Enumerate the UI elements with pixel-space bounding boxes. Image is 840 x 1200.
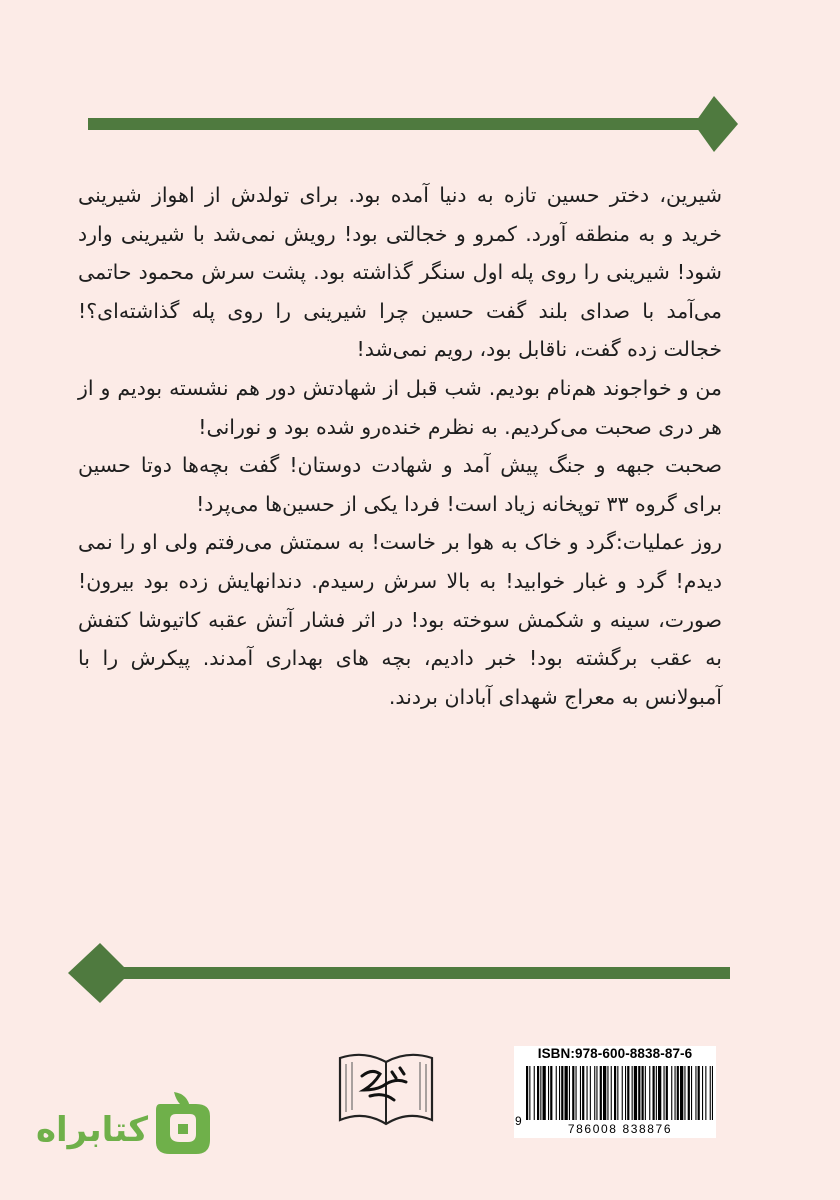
barcode-bar [653,1066,655,1120]
open-book-icon [334,1050,438,1130]
paragraph-2: من و خواجوند هم‌نام بودیم. شب قبل از شهادتش دور هم نشسته بودیم و از هر دری صحبت می‌کردیم. به نظرم خنده‌رو شده بود و نورانی! [78,375,722,439]
barcode-bar [671,1066,672,1120]
barcode-bar [565,1066,568,1120]
barcode-bar [607,1066,608,1120]
barcode-bar [537,1066,539,1120]
barcode-bar [627,1066,629,1120]
barcode-bar [561,1066,563,1120]
barcode-bar [625,1066,626,1120]
barcode-bar [645,1066,646,1120]
barcode-bar [543,1066,546,1120]
barcode-bar [580,1066,581,1120]
barcode-bar [702,1066,703,1120]
isbn-barcode [514,1046,716,1138]
barcode-bar [596,1066,597,1120]
barcode-bar [569,1066,570,1120]
barcode-bar [617,1066,618,1120]
barcode-bar [603,1066,606,1120]
barcode-bar [688,1066,690,1120]
barcode-bar [684,1066,685,1120]
barcode-bar [590,1066,591,1120]
top-divider [88,94,740,154]
barcode-bar [698,1066,700,1120]
barcode-bar [675,1066,676,1120]
barcode-bar [649,1066,650,1120]
barcode-bar [695,1066,696,1120]
barcode-bar [638,1066,640,1120]
barcode-bar [534,1066,535,1120]
barcode-bar [691,1066,692,1120]
barcode-bar [642,1066,644,1120]
story-text [78,176,722,716]
barcode-bars [524,1066,714,1120]
barcode-bar [677,1066,679,1120]
paragraph-4: روز عملیات:گرد و خاک به هوا بر خاست! به سمتش می‌رفتم ولی او را نمی دیدم! گرد و غبار خوابید! به بالا سرش رسیدم. دندانهایش زده بود بیرون! صورت، سینه و شکمش سوخته بود! در اثر فشار آتش عقبه کاتیوشا کتفش به عقب برگشته بود! خبر دادیم، بچه های بهداری آمدند. پیکرش را با آمبولانس به معراج شهدای آبادان بردند. [78,530,722,709]
barcode-bar [710,1066,711,1120]
barcode-bar [559,1066,560,1120]
isbn-label: ISBN:978-600-8838-87-6 [537,1046,693,1061]
barcode-bar [680,1066,683,1120]
barcode-bar [556,1066,557,1120]
ketabrah-logo [35,1090,218,1166]
barcode-bar [587,1066,588,1120]
paragraph-3: صحبت جبهه و جنگ پیش آمد و شهادت دوستان! گفت بچه‌ها دوتا حسین برای گروه ۳۳ توپخانه زیاد است! فردا یکی از حسین‌ها می‌پرد! [78,453,722,516]
barcode-bar [634,1066,637,1120]
barcode-bar [548,1066,549,1120]
ketabrah-logo-icon [150,1090,214,1160]
barcode-bar [526,1066,528,1120]
barcode-bar [529,1066,530,1120]
ketabrah-wordmark: کتابراه [35,1110,148,1150]
barcode-bar [658,1066,661,1120]
barcode-bar [666,1066,668,1120]
barcode-bar [550,1066,552,1120]
bottom-divider [66,938,730,1008]
barcode-bar [622,1066,623,1120]
barcode-bar [572,1066,574,1120]
barcode-bar [705,1066,706,1120]
barcode-bar [712,1066,713,1120]
barcode-bar [614,1066,616,1120]
barcode-bar [582,1066,584,1120]
barcode-bar [540,1066,541,1120]
paragraph-1: شیرین، دختر حسین تازه به دنیا آمده بود. برای تولدش از اهواز شیرینی خرید و به منطقه آورد. کمرو و خجالتی بود! رویش نمی‌شد با شیرینی وارد شود! شیرینی را روی پله اول سنگر گذاشته بود. پشت سرش محمود حاتمی می‌آمد با صدای بلند گفت حسین چرا شیرینی را روی پله گذاشته‌ای؟! خجالت زده گفت، ناقابل بود، رویم نمی‌شد! [78,183,722,362]
barcode-digits: 786008 838876 [528,1122,712,1136]
barcode-bar [600,1066,602,1120]
barcode-bar [664,1066,665,1120]
barcode-bar [611,1066,612,1120]
barcode-bar [594,1066,595,1120]
publisher-logo [334,1050,438,1130]
barcode-lead-digit: 9 [515,1114,522,1128]
barcode-bar [656,1066,657,1120]
barcode-bar [576,1066,577,1120]
barcode-bar [632,1066,633,1120]
